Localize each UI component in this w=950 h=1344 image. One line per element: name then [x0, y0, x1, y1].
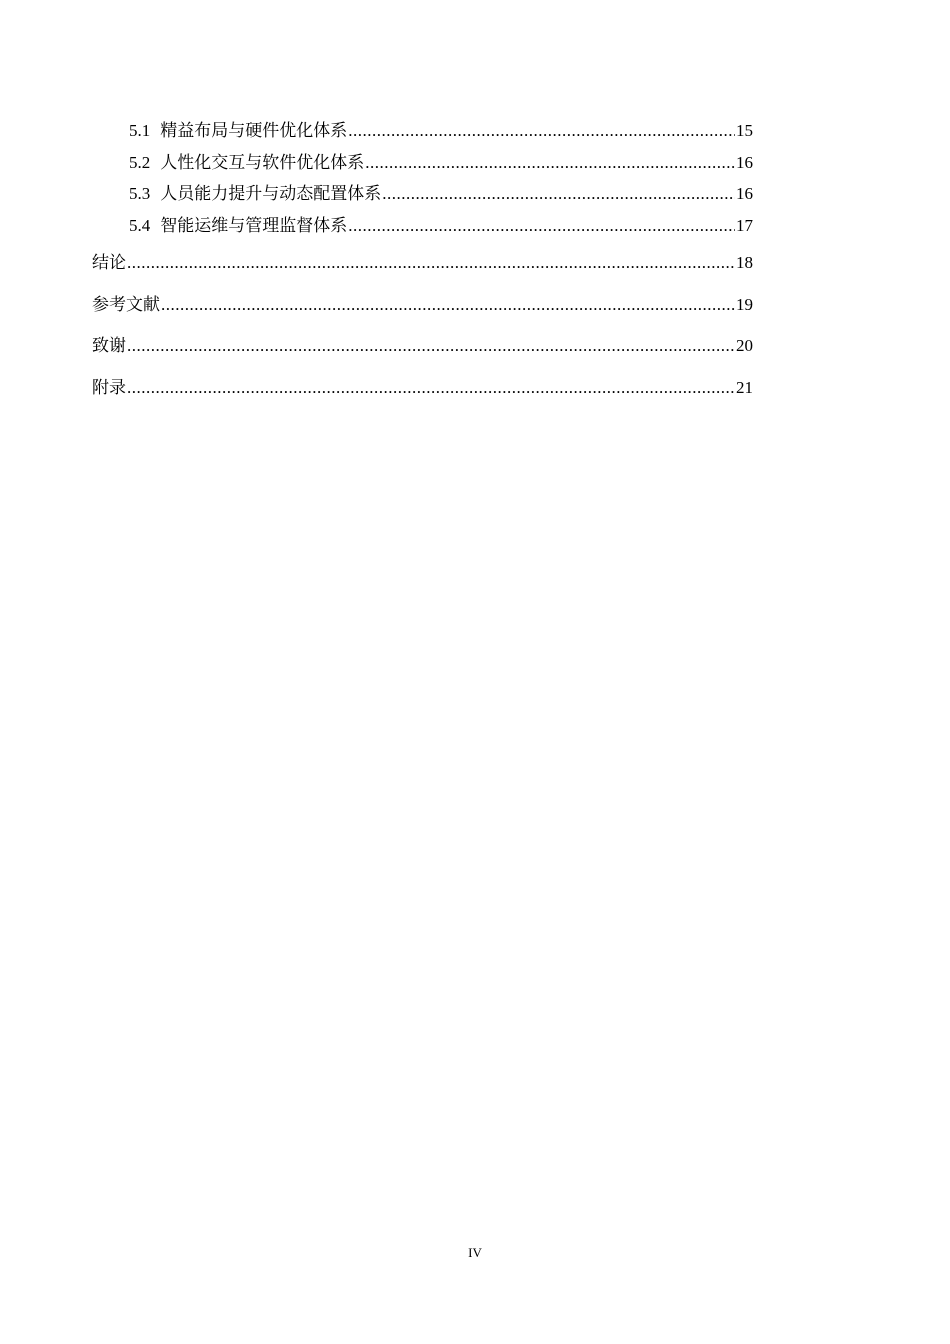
table-of-contents: [92, 120, 753, 418]
toc-entry-page: 15: [736, 121, 753, 140]
toc-dot-leader: [161, 294, 735, 316]
toc-entry-5-4[interactable]: [92, 215, 753, 247]
toc-dot-leader: [382, 183, 735, 205]
toc-entry-title: 人性化交互与软件优化体系: [160, 152, 365, 172]
toc-entry-number: 5.2: [129, 152, 151, 172]
toc-entry-page: 17: [736, 215, 753, 235]
toc-entry-page: 18: [736, 253, 753, 272]
toc-dot-leader: [127, 252, 735, 274]
toc-dot-leader: [127, 335, 735, 357]
toc-entry-title: 精益布局与硬件优化体系: [160, 121, 348, 140]
toc-entry-title: 附录: [92, 377, 126, 397]
toc-entry-page: 16: [736, 184, 753, 203]
toc-entry-title: 人员能力提升与动态配置体系: [160, 184, 382, 203]
toc-dot-leader: [365, 152, 735, 174]
toc-dot-leader: [127, 377, 735, 399]
toc-entry-number: 5.1: [129, 121, 151, 140]
toc-entry-references[interactable]: [92, 294, 753, 336]
toc-dot-leader: [348, 215, 735, 237]
toc-entry-appendix[interactable]: [92, 377, 753, 419]
toc-entry-5-2[interactable]: [92, 152, 753, 184]
toc-entry-page: 21: [736, 377, 753, 397]
toc-entry-page: 20: [736, 336, 753, 355]
toc-entry-number: 5.4: [129, 215, 151, 235]
toc-entry-title: 致谢: [92, 336, 126, 355]
toc-entry-title: 智能运维与管理监督体系: [160, 215, 348, 235]
toc-entry-5-1[interactable]: [92, 120, 753, 152]
toc-entry-number: 5.3: [129, 184, 151, 203]
toc-entry-title: 结论: [92, 253, 126, 272]
toc-dot-leader: [348, 120, 735, 142]
toc-entry-page: 19: [736, 294, 753, 314]
toc-entry-page: 16: [736, 152, 753, 172]
toc-entry-conclusion[interactable]: [92, 252, 753, 294]
toc-entry-5-3[interactable]: [92, 183, 753, 215]
page-number-footer: IV: [468, 1245, 482, 1260]
toc-entry-title: 参考文献: [92, 294, 160, 314]
toc-entry-acknowledgements[interactable]: [92, 335, 753, 377]
